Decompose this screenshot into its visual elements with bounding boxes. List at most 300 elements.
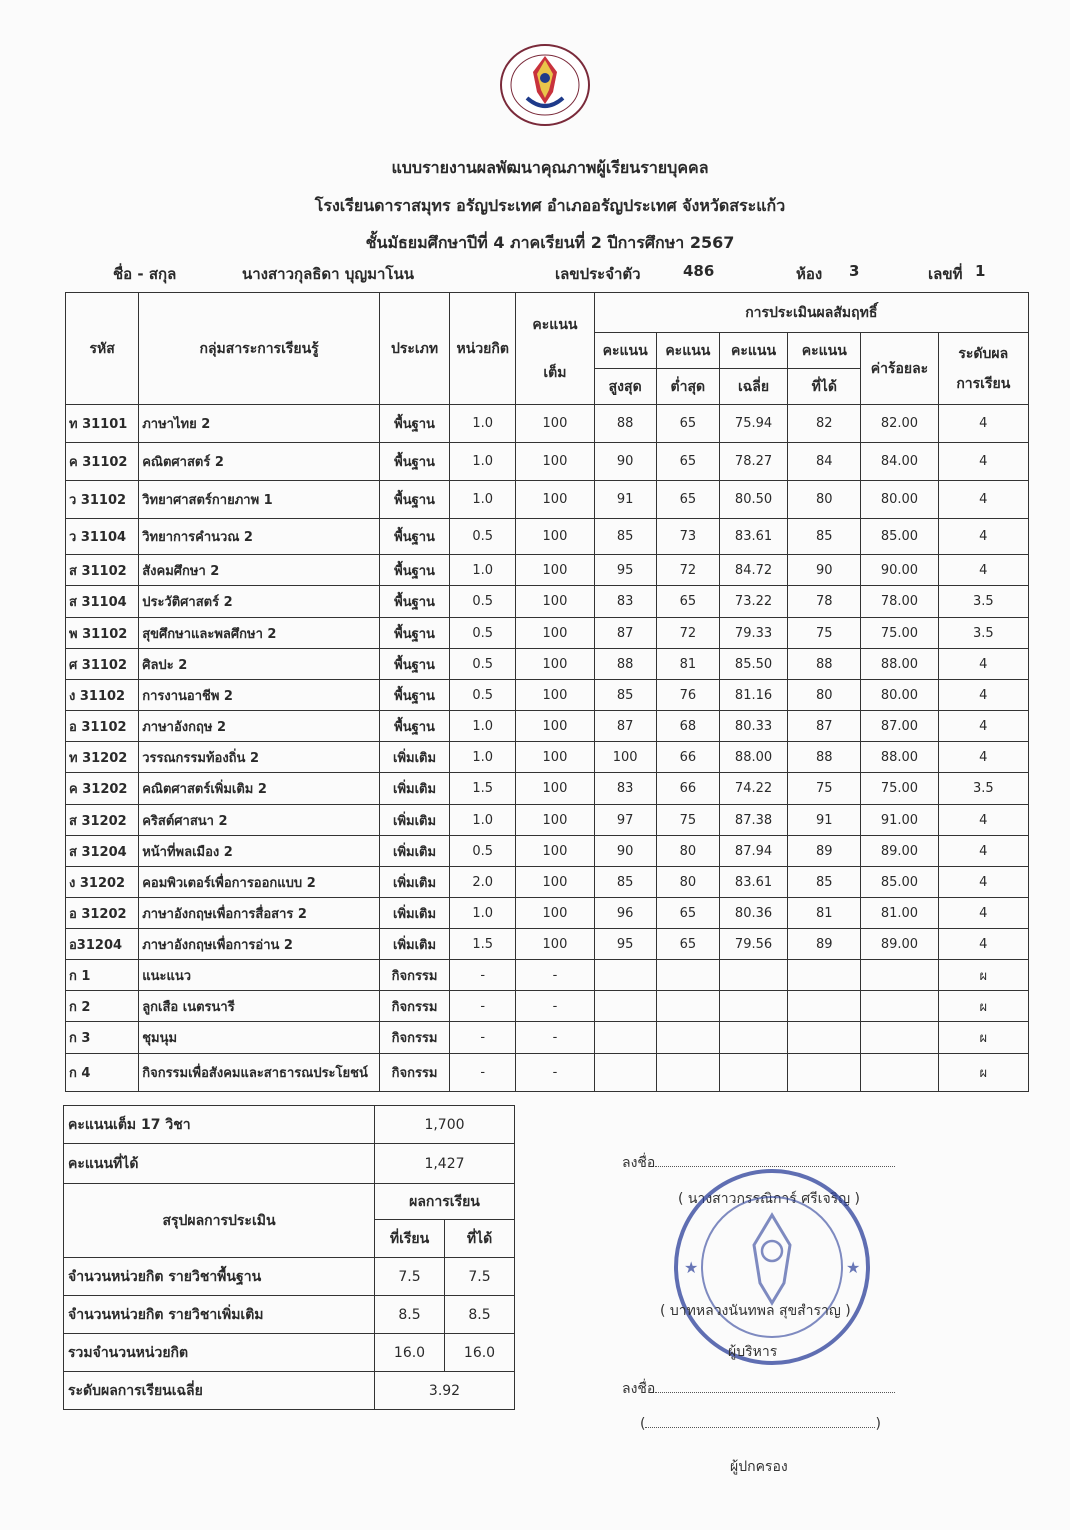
table-row xyxy=(66,742,1029,773)
full-score: 100 xyxy=(516,898,594,929)
subject-type: เพิ่มเติม xyxy=(379,898,449,929)
min-score: 80 xyxy=(656,867,719,898)
basic-credit-earned: 7.5 xyxy=(445,1258,515,1296)
header-code: รหัส xyxy=(66,293,139,405)
subject-code: ค 31202 xyxy=(66,773,139,805)
form-title: แบบรายงานผลพัฒนาคุณภาพผู้เรียนรายบุคคล xyxy=(391,158,709,177)
got-score: 75 xyxy=(788,618,861,649)
percent: 85.00 xyxy=(861,867,938,898)
subject-type: พื้นฐาน xyxy=(379,405,449,443)
subject-type: พื้นฐาน xyxy=(379,680,449,711)
got-score: 84 xyxy=(788,443,861,481)
grade-table-body xyxy=(66,405,1029,1092)
gpa-label: ระดับผลการเรียนเฉลี่ย xyxy=(64,1372,375,1410)
subject-name: วิทยาศาสตร์กายภาพ 1 xyxy=(139,481,380,519)
subject-name: คอมพิวเตอร์เพื่อการออกแบบ 2 xyxy=(139,867,380,898)
got-score: 80 xyxy=(788,481,861,519)
school-name: โรงเรียนดาราสมุทร อรัญประเทศ อำเภออรัญประเทศ จังหวัดสระแก้ว xyxy=(314,196,786,215)
table-row xyxy=(66,929,1029,960)
subject-name: คณิตศาสตร์เพิ่มเติม 2 xyxy=(139,773,380,805)
subject-type: เพิ่มเติม xyxy=(379,742,449,773)
credit: - xyxy=(450,991,516,1022)
percent: 80.00 xyxy=(861,680,938,711)
subject-type: พื้นฐาน xyxy=(379,519,449,555)
percent: 89.00 xyxy=(861,836,938,867)
min-score: 65 xyxy=(656,898,719,929)
svg-text:★: ★ xyxy=(846,1258,861,1277)
full-score: 100 xyxy=(516,929,594,960)
student-name: นางสาวกุลธิดา บุญมาโนน xyxy=(242,265,414,283)
min-score xyxy=(656,1054,719,1092)
max-score: 85 xyxy=(594,867,656,898)
credit: 1.0 xyxy=(450,742,516,773)
credit: 2.0 xyxy=(450,867,516,898)
percent: 78.00 xyxy=(861,586,938,618)
signature-line-1: ลงชื่อ xyxy=(622,1152,895,1174)
header-credit: หน่วยกิต xyxy=(450,293,516,405)
subject-name: ลูกเสือ เนตรนารี xyxy=(139,991,380,1022)
avg-score: 85.50 xyxy=(719,649,787,680)
subject-name: คริสต์ศาสนา 2 xyxy=(139,805,380,836)
subject-name: ชุมนุม xyxy=(139,1022,380,1054)
max-score xyxy=(594,1022,656,1054)
avg-score: 73.22 xyxy=(719,586,787,618)
min-score: 65 xyxy=(656,586,719,618)
subject-code: อ 31102 xyxy=(66,711,139,742)
min-score: 76 xyxy=(656,680,719,711)
got-score: 88 xyxy=(788,649,861,680)
grade-level: 4 xyxy=(938,867,1028,898)
subject-name: วรรณกรรมท้องถิ่น 2 xyxy=(139,742,380,773)
percent xyxy=(861,1054,938,1092)
extra-credit-earned: 8.5 xyxy=(445,1296,515,1334)
subject-type: พื้นฐาน xyxy=(379,481,449,519)
got-score: 85 xyxy=(788,519,861,555)
header-subject: กลุ่มสาระการเรียนรู้ xyxy=(139,293,380,405)
max-score: 96 xyxy=(594,898,656,929)
max-score: 100 xyxy=(594,742,656,773)
max-score xyxy=(594,1054,656,1092)
total-credit-label: รวมจำนวนหน่วยกิต xyxy=(64,1334,375,1372)
table-row xyxy=(66,1022,1029,1054)
subject-code: ท 31202 xyxy=(66,742,139,773)
grade-level: 3.5 xyxy=(938,618,1028,649)
table-row xyxy=(66,711,1029,742)
subject-name: หน้าที่พลเมือง 2 xyxy=(139,836,380,867)
max-score: 90 xyxy=(594,836,656,867)
subject-type: เพิ่มเติม xyxy=(379,805,449,836)
extra-credit-label: จำนวนหน่วยกิต รายวิชาเพิ่มเติม xyxy=(64,1296,375,1334)
avg-score: 87.94 xyxy=(719,836,787,867)
subject-code: ส 31102 xyxy=(66,555,139,586)
table-row xyxy=(66,649,1029,680)
min-score xyxy=(656,1022,719,1054)
full-score: 100 xyxy=(516,481,594,519)
signer-2-name: ( บาทหลวงนันทพล สุขสำราญ ) xyxy=(660,1303,851,1319)
max-score: 83 xyxy=(594,773,656,805)
grade-level: 4 xyxy=(938,929,1028,960)
table-row xyxy=(66,519,1029,555)
subject-code: ก 2 xyxy=(66,991,139,1022)
signer-1-name: ( นางสาวกรรณิการ์ ศรีเจริญ ) xyxy=(678,1191,861,1207)
subject-name: ภาษาอังกฤษ 2 xyxy=(139,711,380,742)
subject-code: ส 31104 xyxy=(66,586,139,618)
min-score: 81 xyxy=(656,649,719,680)
full-score: 100 xyxy=(516,711,594,742)
max-score: 88 xyxy=(594,649,656,680)
grade-level: ผ xyxy=(938,1054,1028,1092)
subject-type: พื้นฐาน xyxy=(379,586,449,618)
got-score xyxy=(788,1054,861,1092)
full-score: 100 xyxy=(516,586,594,618)
grade-level: 4 xyxy=(938,519,1028,555)
room-label: ห้อง xyxy=(796,265,823,283)
subject-name: ภาษาไทย 2 xyxy=(139,405,380,443)
subject-code: ก 4 xyxy=(66,1054,139,1092)
subject-type: กิจกรรม xyxy=(379,1022,449,1054)
table-row xyxy=(66,836,1029,867)
subject-code: ส 31202 xyxy=(66,805,139,836)
school-stamp xyxy=(670,1165,875,1370)
header-avg-top: คะแนน xyxy=(719,333,787,369)
got-score-value: 1,427 xyxy=(375,1144,515,1184)
summary-table xyxy=(63,1105,515,1410)
grade-level: 4 xyxy=(938,555,1028,586)
max-score xyxy=(594,991,656,1022)
subject-type: กิจกรรม xyxy=(379,1054,449,1092)
header-percent: ค่าร้อยละ xyxy=(861,333,938,405)
full-score: - xyxy=(516,1054,594,1092)
got-score: 91 xyxy=(788,805,861,836)
subject-code: ศ 31102 xyxy=(66,649,139,680)
got-score: 81 xyxy=(788,898,861,929)
parent-name-line: ( ) xyxy=(640,1416,881,1432)
min-score: 72 xyxy=(656,555,719,586)
full-score: 100 xyxy=(516,618,594,649)
subject-type: พื้นฐาน xyxy=(379,443,449,481)
avg-score xyxy=(719,991,787,1022)
grade-level: 4 xyxy=(938,898,1028,929)
percent: 84.00 xyxy=(861,443,938,481)
max-score: 85 xyxy=(594,680,656,711)
grade-level: 4 xyxy=(938,405,1028,443)
name-label: ชื่อ - สกุล xyxy=(113,265,177,283)
full-score: 100 xyxy=(516,555,594,586)
table-row xyxy=(66,991,1029,1022)
full-score: 100 xyxy=(516,836,594,867)
avg-score: 74.22 xyxy=(719,773,787,805)
credit: 0.5 xyxy=(450,649,516,680)
avg-score xyxy=(719,1054,787,1092)
credit: - xyxy=(450,1022,516,1054)
credit: 1.0 xyxy=(450,711,516,742)
signature-line-2: ลงชื่อ xyxy=(622,1378,895,1400)
grade-level: 4 xyxy=(938,742,1028,773)
subject-code: อ31204 xyxy=(66,929,139,960)
table-row xyxy=(66,555,1029,586)
percent: 91.00 xyxy=(861,805,938,836)
table-row xyxy=(66,586,1029,618)
header-full-score: คะแนน เต็ม xyxy=(516,293,594,405)
subject-code: ง 31202 xyxy=(66,867,139,898)
subject-name: กิจกรรมเพื่อสังคมและสาธารณประโยชน์ xyxy=(139,1054,380,1092)
percent: 88.00 xyxy=(861,649,938,680)
student-id-label: เลขประจำตัว xyxy=(555,265,641,283)
header-assessment: การประเมินผลสัมฤทธิ์ xyxy=(594,293,1028,333)
full-score: - xyxy=(516,991,594,1022)
basic-credit-label: จำนวนหน่วยกิต รายวิชาพื้นฐาน xyxy=(64,1258,375,1296)
subject-code: ง 31102 xyxy=(66,680,139,711)
got-score: 90 xyxy=(788,555,861,586)
grade-level: 4 xyxy=(938,680,1028,711)
header-got-bottom: ที่ได้ xyxy=(788,369,861,405)
table-row xyxy=(66,898,1029,929)
student-id: 486 xyxy=(683,262,715,280)
header-min-top: คะแนน xyxy=(656,333,719,369)
got-score: 89 xyxy=(788,836,861,867)
percent: 87.00 xyxy=(861,711,938,742)
percent: 85.00 xyxy=(861,519,938,555)
credit: 0.5 xyxy=(450,586,516,618)
max-score: 95 xyxy=(594,929,656,960)
subject-name: ภาษาอังกฤษเพื่อการอ่าน 2 xyxy=(139,929,380,960)
number-label: เลขที่ xyxy=(928,265,963,283)
subject-type: พื้นฐาน xyxy=(379,649,449,680)
avg-score xyxy=(719,960,787,991)
subject-code: อ 31202 xyxy=(66,898,139,929)
avg-score: 83.61 xyxy=(719,867,787,898)
min-score: 73 xyxy=(656,519,719,555)
percent xyxy=(861,960,938,991)
min-score: 75 xyxy=(656,805,719,836)
min-score: 65 xyxy=(656,929,719,960)
grade-level: ผ xyxy=(938,960,1028,991)
gpa-value: 3.92 xyxy=(375,1372,515,1410)
got-score xyxy=(788,1022,861,1054)
avg-score: 80.50 xyxy=(719,481,787,519)
min-score: 66 xyxy=(656,773,719,805)
avg-score: 80.36 xyxy=(719,898,787,929)
full-score: 100 xyxy=(516,680,594,711)
percent xyxy=(861,1022,938,1054)
grade-level: 3.5 xyxy=(938,773,1028,805)
grade-level: 4 xyxy=(938,711,1028,742)
percent: 81.00 xyxy=(861,898,938,929)
full-score: 100 xyxy=(516,805,594,836)
subject-name: คณิตศาสตร์ 2 xyxy=(139,443,380,481)
avg-score: 79.33 xyxy=(719,618,787,649)
grade-level: ผ xyxy=(938,1022,1028,1054)
subject-type: กิจกรรม xyxy=(379,960,449,991)
subject-type: เพิ่มเติม xyxy=(379,836,449,867)
subject-name: สุขศึกษาและพลศึกษา 2 xyxy=(139,618,380,649)
room-value: 3 xyxy=(849,262,860,280)
extra-credit-studied: 8.5 xyxy=(375,1296,445,1334)
percent: 80.00 xyxy=(861,481,938,519)
subject-type: เพิ่มเติม xyxy=(379,867,449,898)
max-score: 95 xyxy=(594,555,656,586)
table-row xyxy=(66,1054,1029,1092)
min-score: 65 xyxy=(656,481,719,519)
avg-score: 78.27 xyxy=(719,443,787,481)
avg-score: 79.56 xyxy=(719,929,787,960)
subject-type: พื้นฐาน xyxy=(379,711,449,742)
full-score: - xyxy=(516,960,594,991)
min-score: 72 xyxy=(656,618,719,649)
table-row xyxy=(66,405,1029,443)
credit: 1.0 xyxy=(450,898,516,929)
credit: - xyxy=(450,1054,516,1092)
max-score: 87 xyxy=(594,711,656,742)
subject-type: กิจกรรม xyxy=(379,991,449,1022)
full-score: 100 xyxy=(516,519,594,555)
grade-level: 4 xyxy=(938,649,1028,680)
full-score-label: คะแนนเต็ม 17 วิชา xyxy=(64,1106,375,1144)
credit: 0.5 xyxy=(450,836,516,867)
max-score xyxy=(594,960,656,991)
subject-type: เพิ่มเติม xyxy=(379,929,449,960)
subject-type: เพิ่มเติม xyxy=(379,773,449,805)
avg-score xyxy=(719,1022,787,1054)
subject-name: สังคมศึกษา 2 xyxy=(139,555,380,586)
subject-name: ศิลปะ 2 xyxy=(139,649,380,680)
avg-score: 84.72 xyxy=(719,555,787,586)
subject-type: พื้นฐาน xyxy=(379,618,449,649)
percent xyxy=(861,991,938,1022)
percent: 89.00 xyxy=(861,929,938,960)
min-score xyxy=(656,960,719,991)
table-row xyxy=(66,618,1029,649)
credit: 1.0 xyxy=(450,405,516,443)
table-row xyxy=(66,680,1029,711)
max-score: 90 xyxy=(594,443,656,481)
header-max-bottom: สูงสุด xyxy=(594,369,656,405)
subject-name: แนะแนว xyxy=(139,960,380,991)
header-min-bottom: ต่ำสุด xyxy=(656,369,719,405)
studied-label: ที่เรียน xyxy=(375,1220,445,1258)
table-row xyxy=(66,867,1029,898)
credit: 0.5 xyxy=(450,618,516,649)
table-row xyxy=(66,443,1029,481)
subject-name: ประวัติศาสตร์ 2 xyxy=(139,586,380,618)
got-score-label: คะแนนที่ได้ xyxy=(64,1144,375,1184)
evaluation-summary-label: สรุปผลการประเมิน xyxy=(64,1184,375,1258)
percent: 90.00 xyxy=(861,555,938,586)
got-score: 85 xyxy=(788,867,861,898)
percent: 82.00 xyxy=(861,405,938,443)
min-score: 65 xyxy=(656,405,719,443)
grade-level: 4 xyxy=(938,443,1028,481)
signer-2-role: ผู้บริหาร xyxy=(728,1344,778,1360)
table-row xyxy=(66,960,1029,991)
full-score: 100 xyxy=(516,649,594,680)
term-info: ชั้นมัธยมศึกษาปีที่ 4 ภาคเรียนที่ 2 ปีการศึกษา 2567 xyxy=(365,233,735,252)
subject-code: พ 31102 xyxy=(66,618,139,649)
basic-credit-studied: 7.5 xyxy=(375,1258,445,1296)
got-score: 82 xyxy=(788,405,861,443)
full-score: 100 xyxy=(516,742,594,773)
header-got-top: คะแนน xyxy=(788,333,861,369)
max-score: 91 xyxy=(594,481,656,519)
total-credit-studied: 16.0 xyxy=(375,1334,445,1372)
school-logo xyxy=(497,42,593,128)
got-score: 80 xyxy=(788,680,861,711)
subject-name: การงานอาชีพ 2 xyxy=(139,680,380,711)
min-score: 80 xyxy=(656,836,719,867)
got-score: 88 xyxy=(788,742,861,773)
header-max-top: คะแนน xyxy=(594,333,656,369)
percent: 75.00 xyxy=(861,618,938,649)
grade-level: 4 xyxy=(938,481,1028,519)
credit: 1.0 xyxy=(450,443,516,481)
avg-score: 87.38 xyxy=(719,805,787,836)
subject-code: ก 1 xyxy=(66,960,139,991)
subject-code: ค 31102 xyxy=(66,443,139,481)
avg-score: 75.94 xyxy=(719,405,787,443)
table-row xyxy=(66,773,1029,805)
credit: 1.0 xyxy=(450,555,516,586)
number-value: 1 xyxy=(975,262,986,280)
credit: 1.5 xyxy=(450,773,516,805)
svg-text:★: ★ xyxy=(684,1258,699,1277)
max-score: 85 xyxy=(594,519,656,555)
full-score-value: 1,700 xyxy=(375,1106,515,1144)
credit: - xyxy=(450,960,516,991)
min-score: 68 xyxy=(656,711,719,742)
earned-label: ที่ได้ xyxy=(445,1220,515,1258)
subject-code: ส 31204 xyxy=(66,836,139,867)
parent-role: ผู้ปกครอง xyxy=(730,1459,788,1475)
max-score: 97 xyxy=(594,805,656,836)
grade-level: 4 xyxy=(938,836,1028,867)
table-row xyxy=(66,805,1029,836)
full-score: 100 xyxy=(516,443,594,481)
subject-code: ท 31101 xyxy=(66,405,139,443)
got-score: 87 xyxy=(788,711,861,742)
subject-type: พื้นฐาน xyxy=(379,555,449,586)
grade-level: 4 xyxy=(938,805,1028,836)
max-score: 87 xyxy=(594,618,656,649)
credit: 1.0 xyxy=(450,805,516,836)
max-score: 83 xyxy=(594,586,656,618)
table-row xyxy=(66,481,1029,519)
header-type: ประเภท xyxy=(379,293,449,405)
total-credit-earned: 16.0 xyxy=(445,1334,515,1372)
got-score: 89 xyxy=(788,929,861,960)
avg-score: 80.33 xyxy=(719,711,787,742)
avg-score: 88.00 xyxy=(719,742,787,773)
subject-name: ภาษาอังกฤษเพื่อการสื่อสาร 2 xyxy=(139,898,380,929)
percent: 75.00 xyxy=(861,773,938,805)
credit: 0.5 xyxy=(450,519,516,555)
avg-score: 81.16 xyxy=(719,680,787,711)
got-score xyxy=(788,960,861,991)
subject-code: ว 31102 xyxy=(66,481,139,519)
percent: 88.00 xyxy=(861,742,938,773)
grade-table xyxy=(65,292,1029,1092)
avg-score: 83.61 xyxy=(719,519,787,555)
result-label: ผลการเรียน xyxy=(375,1184,515,1220)
credit: 1.5 xyxy=(450,929,516,960)
got-score: 75 xyxy=(788,773,861,805)
min-score: 66 xyxy=(656,742,719,773)
grade-level: 3.5 xyxy=(938,586,1028,618)
grade-level: ผ xyxy=(938,991,1028,1022)
credit: 1.0 xyxy=(450,481,516,519)
got-score xyxy=(788,991,861,1022)
header-avg-bottom: เฉลี่ย xyxy=(719,369,787,405)
subject-code: ว 31104 xyxy=(66,519,139,555)
